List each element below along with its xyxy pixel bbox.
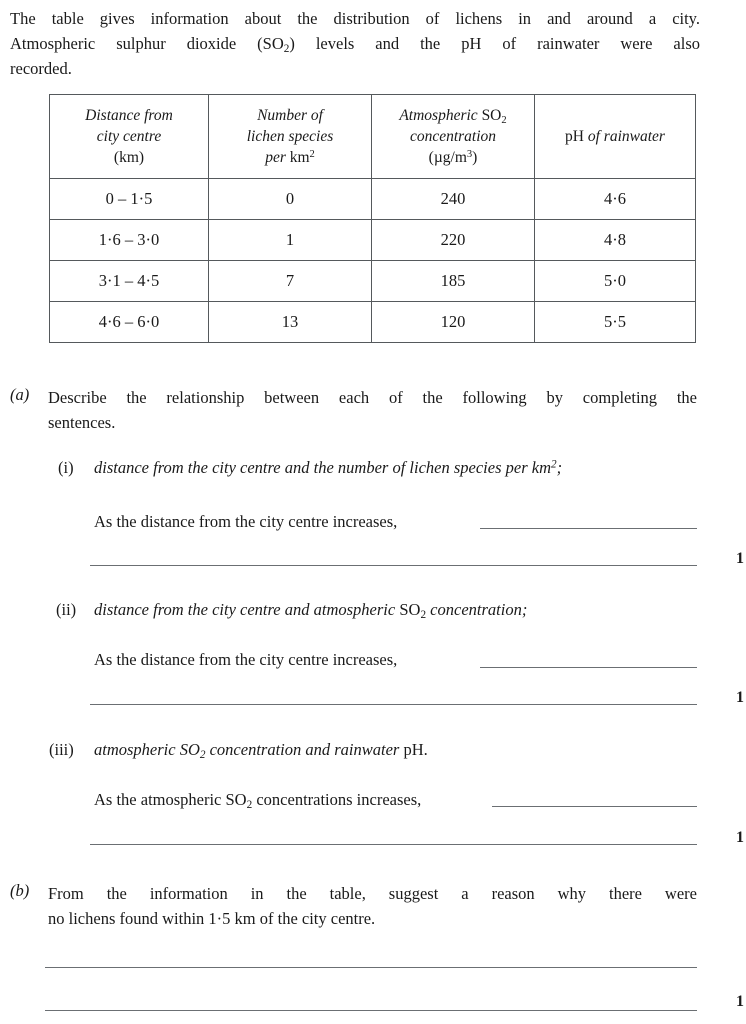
part-ii-answer-stem: As the distance from the city centre increases,: [94, 650, 398, 669]
intro-line-1: The table gives information about the distribution of lichens in and around a city.: [10, 9, 700, 28]
so2-subscript: 2: [283, 43, 290, 56]
intro-line-2: [10, 31, 700, 56]
question-a-label: (a): [10, 385, 30, 404]
part-i-label: (i): [58, 458, 74, 477]
part-ii-answer-line-1[interactable]: [480, 667, 697, 668]
header-so2-formula-sub: 2: [501, 114, 507, 126]
header-so2-unit-post: ): [472, 149, 478, 166]
part-ii-prompt-post: concentration;: [426, 600, 528, 619]
question-b-line-2-pre: no lichens found within 1: [48, 909, 217, 928]
part-iii-prompt: [94, 740, 428, 760]
part-i-answer-line-2[interactable]: [90, 565, 697, 566]
part-iii-mark-allocation: 1: [736, 829, 744, 846]
part-iii-prompt-punct: .: [423, 740, 428, 759]
header-so2-l1-italic: Atmospheric: [399, 107, 478, 124]
part-ii-prompt-formula: SO: [399, 600, 421, 619]
header-so2-unit-sup: 3: [466, 148, 473, 160]
part-ii-prompt-formula-sub: 2: [420, 609, 427, 622]
cell-species: 1: [209, 220, 372, 261]
part-ii-label: (ii): [56, 600, 77, 619]
question-b-line-2-post: 5 km of the city centre.: [222, 909, 376, 928]
table-header-row-group: [50, 95, 696, 179]
header-distance-l2: city centre: [96, 128, 162, 145]
question-b-decimal-point: ·: [216, 909, 223, 928]
cell-so2: 120: [372, 302, 535, 343]
cell-so2: 240: [372, 179, 535, 220]
cell-distance: 3·1 – 4·5: [50, 261, 209, 302]
question-a-line-1: Describe the relationship between each of the following by completing the: [48, 388, 697, 407]
part-i-prompt-superscript: 2: [550, 458, 557, 471]
part-i-prompt-text: distance from the city centre and the number of lichen species per km: [94, 458, 551, 477]
cell-so2: 220: [372, 220, 535, 261]
cell-species: 7: [209, 261, 372, 302]
cell-ph: 5·5: [535, 302, 696, 343]
part-iii-answer-stem: [94, 790, 421, 810]
header-ph-label: pH: [565, 128, 584, 145]
part-iii-prompt-mid: concentration and rainwater: [205, 740, 404, 759]
header-species-unit: km: [289, 149, 310, 166]
cell-species: 0: [209, 179, 372, 220]
cell-so2: 185: [372, 261, 535, 302]
intro-line-2-pre: Atmospheric sulphur dioxide (SO: [10, 34, 284, 53]
question-b-label: (b): [10, 881, 30, 900]
part-ii-answer-line-2[interactable]: [90, 704, 697, 705]
part-ii-prompt-pre: distance from the city centre and atmospheric: [94, 600, 400, 619]
part-ii-mark-allocation: 1: [736, 689, 744, 706]
table-row: [50, 220, 696, 261]
part-iii-stem-post: concentrations increases,: [252, 790, 422, 809]
part-iii-stem-pre: As the atmospheric SO: [94, 790, 247, 809]
part-iii-stem-sub: 2: [246, 799, 253, 812]
table-body: [50, 179, 696, 343]
header-distance-unit: (km): [113, 149, 145, 166]
part-iii-answer-line-2[interactable]: [90, 844, 697, 845]
table-row: [50, 302, 696, 343]
question-a-line-2: sentences.: [48, 413, 116, 432]
cell-ph: 4·8: [535, 220, 696, 261]
header-so2-formula: SO: [481, 107, 502, 124]
part-i-prompt-punct: ;: [556, 458, 563, 477]
column-header-ph-rainwater: [535, 95, 696, 179]
part-iii-prompt-ph: pH: [403, 740, 424, 759]
part-iii-prompt-pre: atmospheric SO: [94, 740, 200, 759]
column-header-distance: [50, 95, 209, 179]
question-b-mark-allocation: 1: [736, 993, 744, 1010]
part-iii-answer-line-1[interactable]: [492, 806, 697, 807]
header-distance-l1: Distance from: [85, 107, 173, 124]
header-species-per: per: [265, 149, 286, 166]
question-a-text: [48, 385, 697, 435]
cell-distance: 0 – 1·5: [50, 179, 209, 220]
column-header-lichen-species: [209, 95, 372, 179]
table-row: [50, 261, 696, 302]
table-row: [50, 179, 696, 220]
header-so2-l2: concentration: [409, 128, 497, 145]
cell-ph: 4·6: [535, 179, 696, 220]
part-iii-label: (iii): [49, 740, 74, 759]
question-b-answer-line-2[interactable]: [45, 1010, 697, 1011]
intro-line-3: recorded.: [10, 59, 72, 78]
header-species-unit-sup: 2: [309, 148, 315, 160]
part-i-prompt: [94, 458, 562, 478]
question-b-line-1: From the information in the table, suggest a reason why there were: [48, 884, 697, 903]
table-header-row: [50, 95, 696, 179]
part-iii-prompt-sub: 2: [199, 749, 206, 762]
header-so2-unit-pre: (µg/m: [428, 149, 467, 166]
intro-paragraph: [10, 6, 700, 81]
question-b-text: [48, 881, 697, 931]
cell-species: 13: [209, 302, 372, 343]
question-b-answer-line-1[interactable]: [45, 967, 697, 968]
cell-ph: 5·0: [535, 261, 696, 302]
cell-distance: 4·6 – 6·0: [50, 302, 209, 343]
question-b-line-2: [48, 906, 697, 931]
header-ph-italic: of rainwater: [587, 128, 665, 145]
lichen-distribution-table: [49, 94, 696, 343]
part-i-answer-line-1[interactable]: [480, 528, 697, 529]
cell-distance: 1·6 – 3·0: [50, 220, 209, 261]
column-header-so2-concentration: [372, 95, 535, 179]
part-i-answer-stem: As the distance from the city centre increases,: [94, 512, 398, 531]
header-species-l2: lichen species: [246, 128, 334, 145]
header-species-l1: Number of: [257, 107, 323, 124]
part-i-mark-allocation: 1: [736, 550, 744, 567]
intro-line-2-post: ) levels and the pH of rainwater were also: [289, 34, 700, 53]
part-ii-prompt: [94, 600, 527, 620]
